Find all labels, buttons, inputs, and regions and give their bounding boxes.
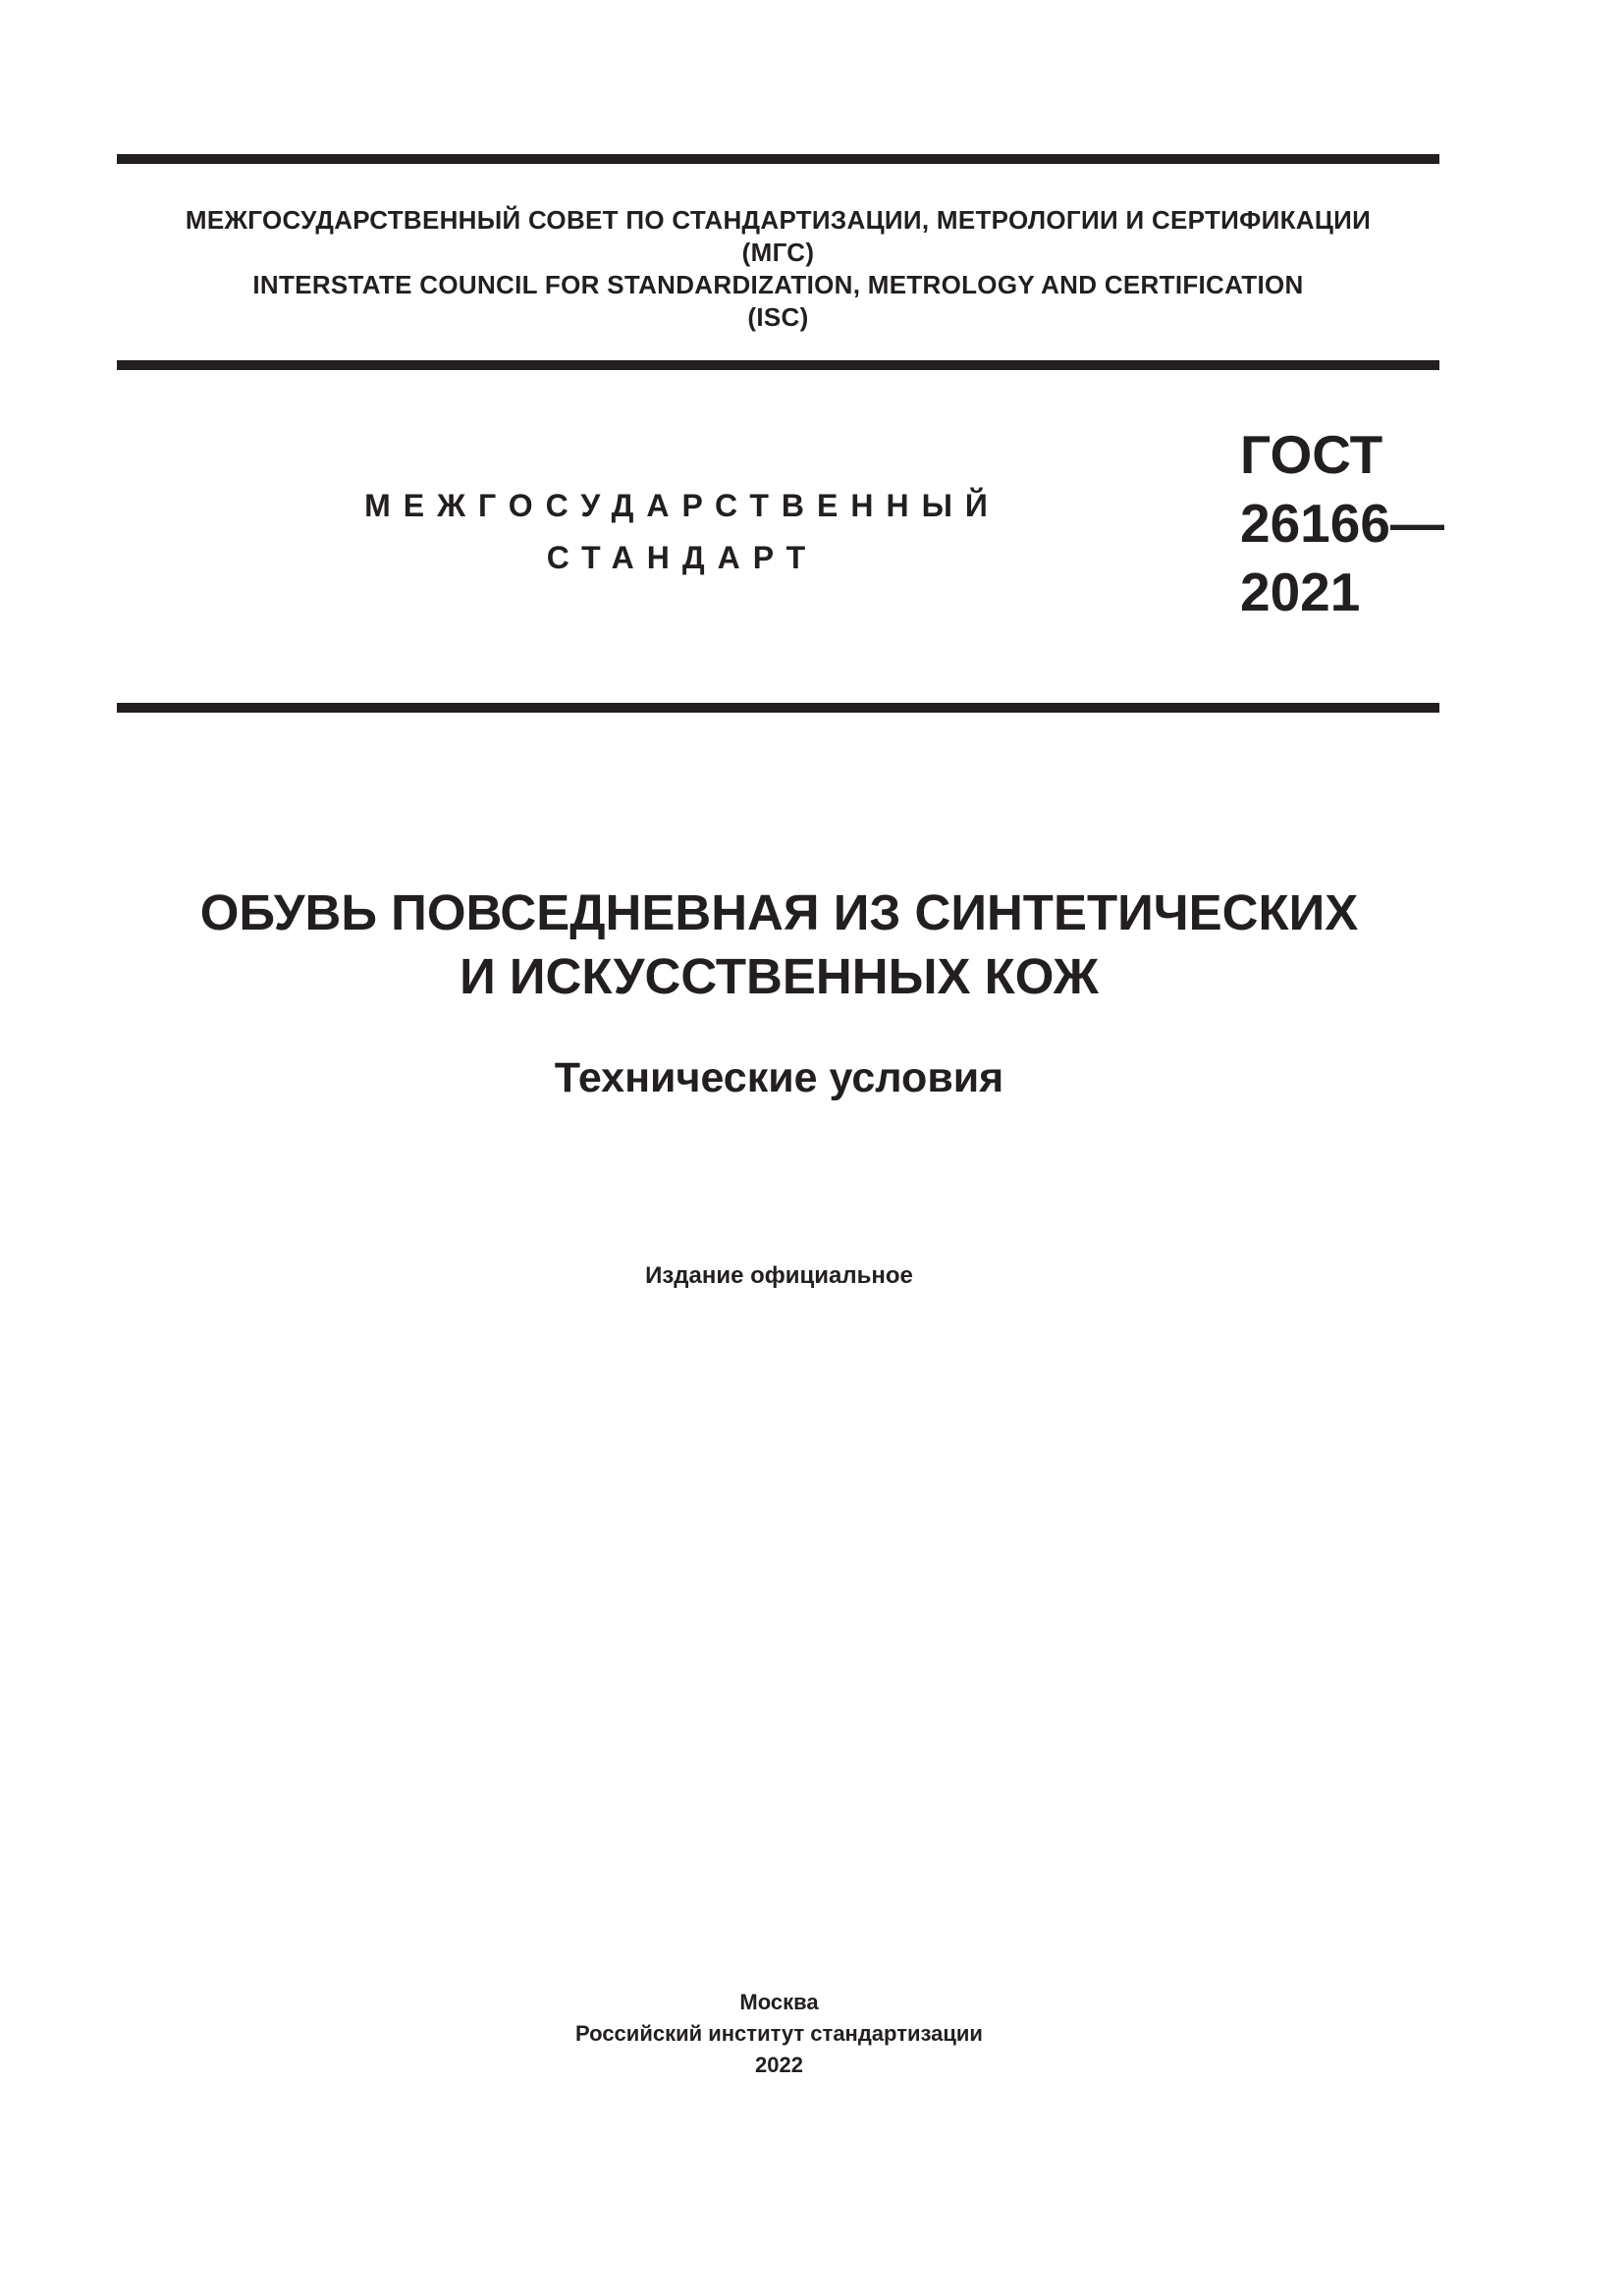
imprint (0, 1987, 1558, 2081)
document-title (0, 881, 1558, 1008)
document-subtitle: Технические условия (554, 1054, 1004, 1101)
standard-kind-line2: СТАНДАРТ (546, 540, 819, 575)
council-header (117, 204, 1439, 334)
imprint-city: Москва (739, 1990, 819, 2014)
document-title-line2: И ИСКУССТВЕННЫХ КОЖ (460, 948, 1099, 1004)
standard-kind-line1: МЕЖГОСУДАРСТВЕННЫЙ (364, 488, 1001, 523)
council-abbr-en: (ISC) (747, 302, 809, 332)
gost-label: ГОСТ (1240, 424, 1383, 485)
council-name-en: INTERSTATE COUNCIL FOR STANDARDIZATION, METROLOGY AND CERTIFICATION (252, 270, 1304, 299)
standard-kind (324, 480, 1041, 584)
council-abbr-ru: (МГС) (741, 238, 815, 267)
gost-year: 2021 (1240, 561, 1361, 622)
bottom-rule (117, 703, 1439, 713)
gost-number: 26166— (1240, 493, 1444, 554)
council-name-ru: МЕЖГОСУДАРСТВЕННЫЙ СОВЕТ ПО СТАНДАРТИЗАЦИИ, МЕТРОЛОГИИ И СЕРТИФИКАЦИИ (185, 205, 1372, 235)
imprint-publisher: Российский институт стандартизации (575, 2021, 983, 2046)
middle-rule (117, 360, 1439, 370)
gost-designation (1240, 420, 1444, 626)
document-title-line1: ОБУВЬ ПОВСЕДНЕВНАЯ ИЗ СИНТЕТИЧЕСКИХ (199, 884, 1359, 940)
edition-note: Издание официальное (645, 1262, 913, 1289)
top-rule (117, 154, 1439, 164)
imprint-year: 2022 (755, 2053, 803, 2077)
